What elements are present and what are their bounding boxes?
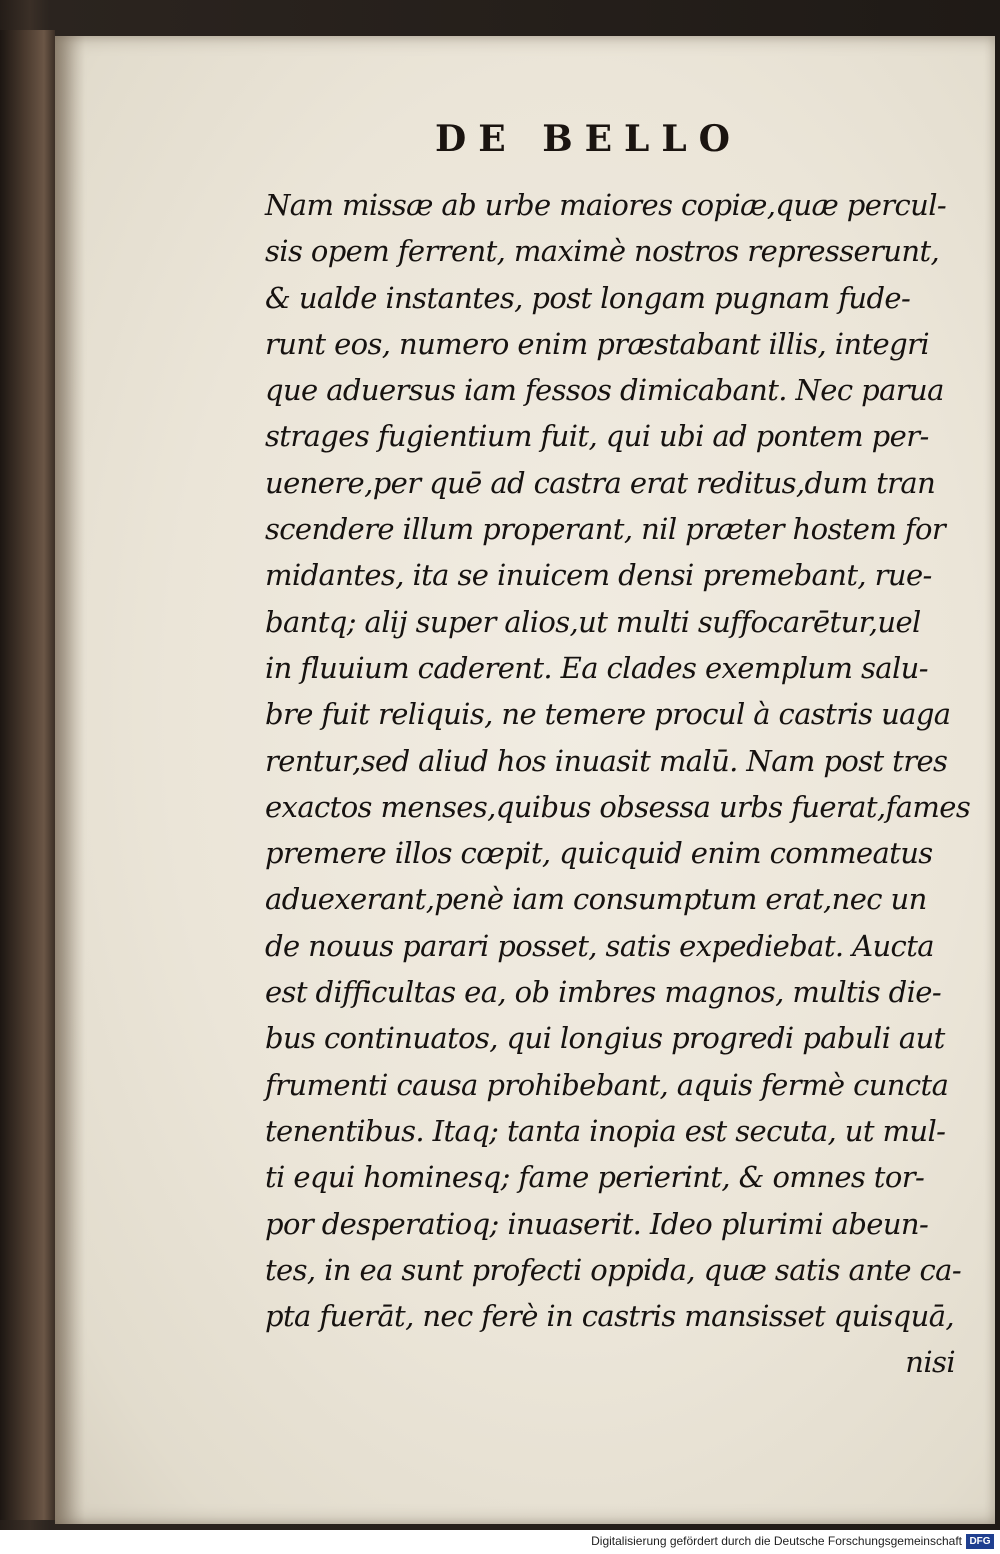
text-line: de nouus parari posset, satis expediebat. Aucta [265, 928, 934, 963]
text-line: por desperatioq; inuaserit. Ideo plurimi abeun- [265, 1206, 929, 1241]
text-line: pta fuerāt, nec ferè in castris mansisset quisquā, [265, 1299, 955, 1334]
text-line: est difficultas ea, ob imbres magnos, multis die- [265, 975, 942, 1010]
text-line: rentur,sed aliud hos inuasit malū. Nam post tres [265, 743, 948, 778]
text-line: uenere,per quē ad castra erat reditus,dum tran [265, 465, 936, 500]
text-line: tes, in ea sunt profecti oppida, quæ satis ante ca- [265, 1252, 962, 1287]
text-line: aduexerant,penè iam consumptum erat,nec un [265, 882, 927, 917]
text-line: ti equi hominesq; fame perierint, & omnes tor- [265, 1160, 925, 1195]
text-line: bre fuit reliquis, ne temere procul à castris uaga [265, 697, 951, 732]
text-line: strages fugientium fuit, qui ubi ad pontem per- [265, 419, 929, 454]
funding-credit: Digitalisierung gefördert durch die Deutsche Forschungsgemeinschaft [591, 1534, 962, 1548]
text-line: tenentibus. Itaq; tanta inopia est secuta, ut mul- [265, 1113, 946, 1148]
text-line: que aduersus iam fessos dimicabant. Nec parua [265, 373, 944, 408]
text-line: runt eos, numero enim præstabant illis, integri [265, 326, 930, 361]
book-spine-edge [0, 30, 55, 1520]
book-page [55, 36, 995, 1524]
text-line: scendere illum properant, nil præter hostem for [265, 512, 946, 547]
dfg-logo: DFG [966, 1534, 994, 1549]
text-line: premere illos cœpit, quicquid enim commeatus [265, 836, 933, 871]
footer-bar [0, 1530, 1000, 1554]
text-line: in fluuium caderent. Ea clades exemplum salu- [265, 650, 928, 685]
running-head: DE BELLO [435, 118, 743, 160]
text-line: sis opem ferrent, maximè nostros represserunt, [265, 234, 940, 269]
catchword: nisi [905, 1345, 955, 1380]
text-line: exactos menses,quibus obsessa urbs fuerat,fames [265, 789, 971, 824]
text-line: bus continuatos, qui longius progredi pabuli aut [265, 1021, 945, 1056]
text-line: Nam missæ ab urbe maiores copiæ,quæ percul- [265, 188, 947, 222]
text-line: midantes, ita se inuicem densi premebant, rue- [265, 558, 932, 593]
text-line: & ualde instantes, post longam pugnam fude- [265, 280, 911, 315]
text-line: frumenti causa prohibebant, aquis fermè cuncta [265, 1067, 949, 1102]
text-line: bantq; alij super alios,ut multi suffocarētur,uel [265, 604, 921, 639]
body-text [265, 182, 971, 1386]
